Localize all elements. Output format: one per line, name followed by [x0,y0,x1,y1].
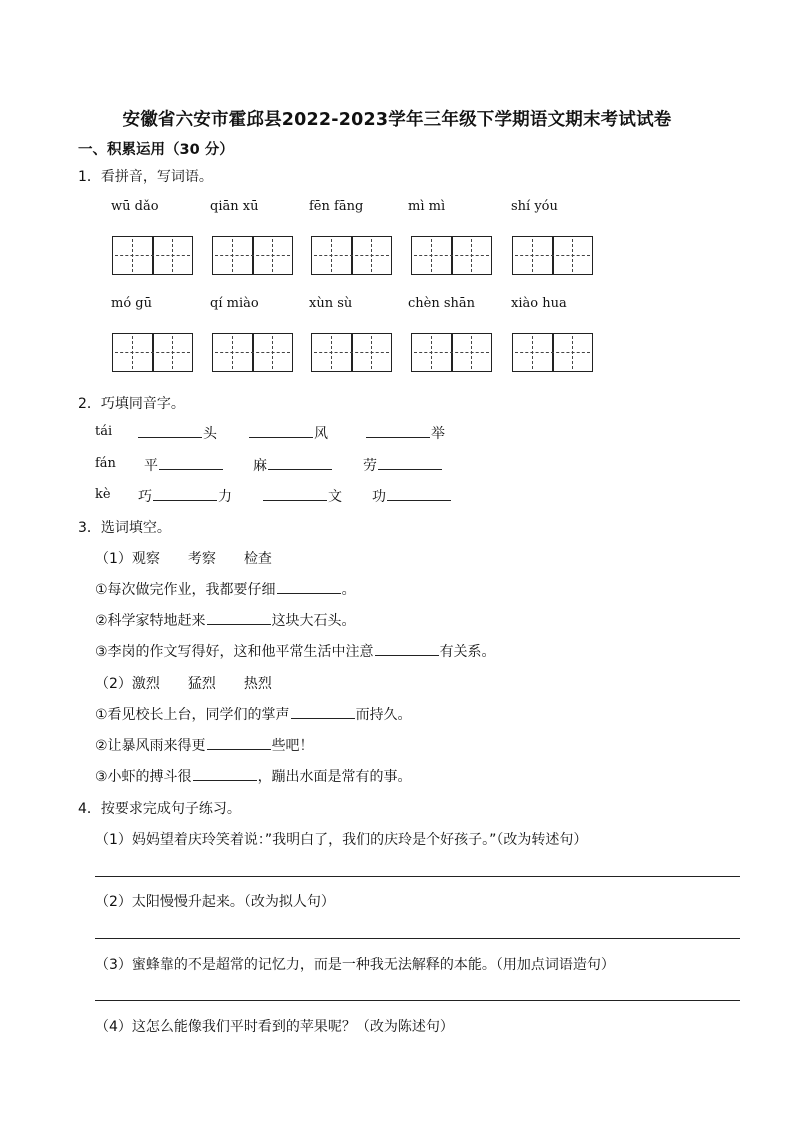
question-4-label: 4．按要求完成句子练习。 [78,801,241,817]
answer-blank[interactable] [387,487,451,501]
answer-line[interactable] [95,938,740,939]
answer-blank[interactable] [193,767,257,781]
writing-grid[interactable] [212,236,293,275]
writing-grid[interactable] [112,333,193,372]
writing-grid[interactable] [512,333,593,372]
answer-blank[interactable] [366,424,430,438]
sentence: ③小虾的搏斗很 ，蹦出水面是常有的事。 [95,769,412,785]
answer-line[interactable] [95,1000,740,1001]
answer-line[interactable] [95,876,740,877]
pinyin: chèn shān [408,296,476,311]
fill-item: 巧 力 [138,489,232,505]
pinyin: mì mì [408,199,446,214]
question-2-label: 2．巧填同音字。 [78,396,185,412]
question-3-label: 3．选词填空。 [78,520,171,536]
answer-blank[interactable] [159,456,223,470]
writing-grid[interactable] [311,236,392,275]
fill-item: 劳 [363,455,443,475]
pinyin: fán [95,456,116,471]
word-choices: （2）激烈 猛烈 热烈 [95,676,272,692]
answer-blank[interactable] [268,456,332,470]
section-heading: 一、积累运用（30 分） [78,142,234,158]
writing-grid[interactable] [112,236,193,275]
answer-blank[interactable] [138,424,202,438]
pinyin: xiào hua [511,296,567,311]
answer-blank[interactable] [378,456,442,470]
writing-grid[interactable] [411,236,492,275]
sentence: ③李岗的作文写得好，这和他平常生活中注意 有关系。 [95,644,496,660]
fill-item: 风 [248,423,328,443]
writing-grid[interactable] [512,236,593,275]
answer-blank[interactable] [207,736,271,750]
word-choices: （1）观察 考察 检查 [95,551,272,567]
page-title: 安徽省六安市霍邱县2022-2023学年三年级下学期语文期末考试试卷 [122,110,672,130]
pinyin: kè [95,487,111,502]
fill-item: 文 [262,486,342,506]
answer-blank[interactable] [375,642,439,656]
answer-blank[interactable] [291,705,355,719]
sentence: ②科学家特地赶来 这块大石头。 [95,613,356,629]
sentence-task: （1）妈妈望着庆玲笑着说：”我明白了，我们的庆玲是个好孩子。”（改为转述句） [95,832,588,848]
pinyin: tái [95,424,113,439]
sentence-task: （2）太阳慢慢升起来。（改为拟人句） [95,894,335,910]
answer-blank[interactable] [153,487,217,501]
answer-blank[interactable] [263,487,327,501]
answer-blank[interactable] [277,580,341,594]
sentence: ①每次做完作业，我都要仔细 。 [95,582,356,598]
fill-item: 功 [372,486,452,506]
pinyin: mó gū [111,296,152,311]
pinyin: shí yóu [511,199,558,214]
sentence-task: （3）蜜蜂靠的不是超常的记忆力，而是一种我无法解释的本能。（用加点词语造句） [95,957,615,973]
fill-item: 头 [137,423,217,443]
pinyin: wū dǎo [111,199,159,214]
writing-grid[interactable] [311,333,392,372]
writing-grid[interactable] [212,333,293,372]
sentence-task: （4）这怎么能像我们平时看到的苹果呢？（改为陈述句） [95,1019,454,1035]
writing-grid[interactable] [411,333,492,372]
fill-item: 举 [365,423,445,443]
sentence: ②让暴风雨来得更 些吧！ [95,738,314,754]
pinyin: fēn fāng [309,199,364,214]
pinyin: qiān xū [210,199,259,214]
sentence: ①看见校长上台，同学们的掌声 而持久。 [95,707,412,723]
pinyin: qí miào [210,296,259,311]
question-1-label: 1．看拼音，写词语。 [78,169,213,185]
fill-item: 平 [144,455,224,475]
answer-blank[interactable] [207,611,271,625]
pinyin: xùn sù [309,296,353,311]
fill-item: 麻 [253,455,333,475]
answer-blank[interactable] [249,424,313,438]
